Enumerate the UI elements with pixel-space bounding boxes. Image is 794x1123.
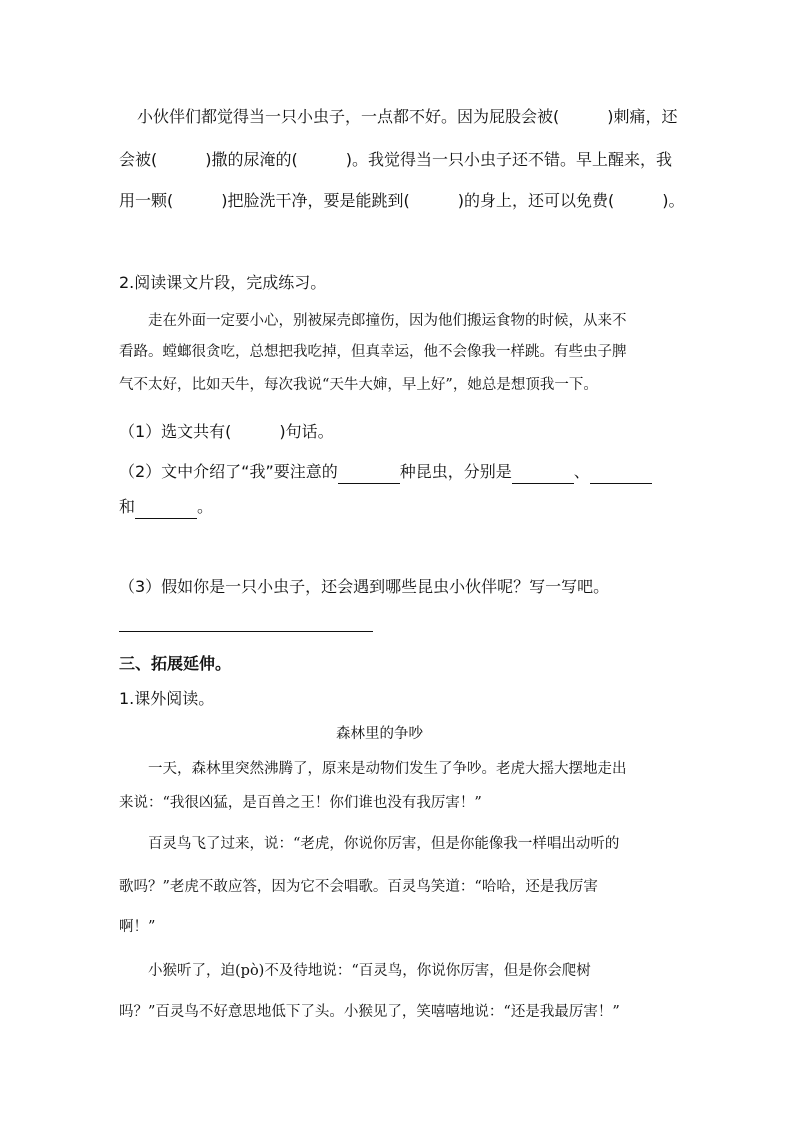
q2-excerpt-line-2: 看路。螳螂很贪吃，总想把我吃掉，但真幸运，他不会像我一样跳。有些虫子脾	[119, 344, 627, 360]
q2-sub2	[119, 461, 652, 484]
story-line-7: 吗？”百灵鸟不好意思地低下了头。小猴见了，笑嘻嘻地说：“还是我最厉害！”	[119, 1004, 620, 1020]
q2-sub2-text-a: （2）文中介绍了“我”要注意的	[119, 462, 338, 481]
q2-sub1: （1）选文共有( )句话。	[119, 422, 334, 441]
answer-blank-count[interactable]	[338, 461, 400, 484]
q2-excerpt-line-3: 气不太好，比如天牛，每次我说“天牛大婶，早上好”，她总是想顶我一下。	[119, 377, 598, 393]
fill-passage-line-2: 会被( )撒的尿淹的( )。我觉得当一只小虫子还不错。早上醒来，我	[119, 150, 672, 169]
story-line-4: 歌吗？”老虎不敢应答，因为它不会唱歌。百灵鸟笑道：“哈哈，还是我厉害	[119, 879, 598, 895]
answer-blank-insect-2[interactable]	[590, 461, 652, 484]
q2-sub3: （3）假如你是一只小虫子，还会遇到哪些昆虫小伙伴呢？写一写吧。	[119, 577, 610, 596]
q2-sub2-text-b: 种昆虫，分别是	[399, 462, 512, 481]
answer-line-sub3[interactable]	[119, 631, 373, 632]
q2-sub2-cont	[119, 496, 213, 519]
story-line-3: 百灵鸟飞了过来，说：“老虎，你说你厉害，但是你能像我一样唱出动听的	[148, 836, 620, 852]
q2-sub2-text-c: 、	[573, 462, 590, 481]
story-line-6: 小猴听了，迫(pò)不及待地说：“百灵鸟，你说你厉害，但是你会爬树	[148, 963, 591, 979]
q2-sub2-text-d: 和	[119, 497, 136, 516]
q2-excerpt-line-1: 走在外面一定要小心，别被屎壳郎撞伤，因为他们搬运食物的时候，从来不	[148, 313, 627, 329]
section3-q1: 1.课外阅读。	[119, 689, 215, 708]
story-line-1: 一天，森林里突然沸腾了，原来是动物们发生了争吵。老虎大摇大摆地走出	[148, 761, 627, 777]
q2-heading: 2.阅读课文片段，完成练习。	[119, 273, 327, 292]
fill-passage-line-1: 小伙伴们都觉得当一只小虫子，一点都不好。因为屁股会被( )刺痛，还	[137, 107, 678, 126]
answer-blank-insect-1[interactable]	[512, 461, 574, 484]
story-title: 森林里的争吵	[336, 726, 423, 742]
answer-blank-insect-3[interactable]	[135, 496, 197, 519]
section3-heading: 三、拓展延伸。	[119, 654, 232, 673]
story-line-2: 来说：“我很凶猛，是百兽之王！你们谁也没有我厉害！”	[119, 795, 482, 811]
story-line-5: 啊！”	[119, 919, 156, 935]
q2-sub2-text-e: 。	[197, 497, 214, 516]
fill-passage-line-3: 用一颗( )把脸洗干净，要是能跳到( )的身上，还可以免费( )。	[119, 191, 685, 210]
